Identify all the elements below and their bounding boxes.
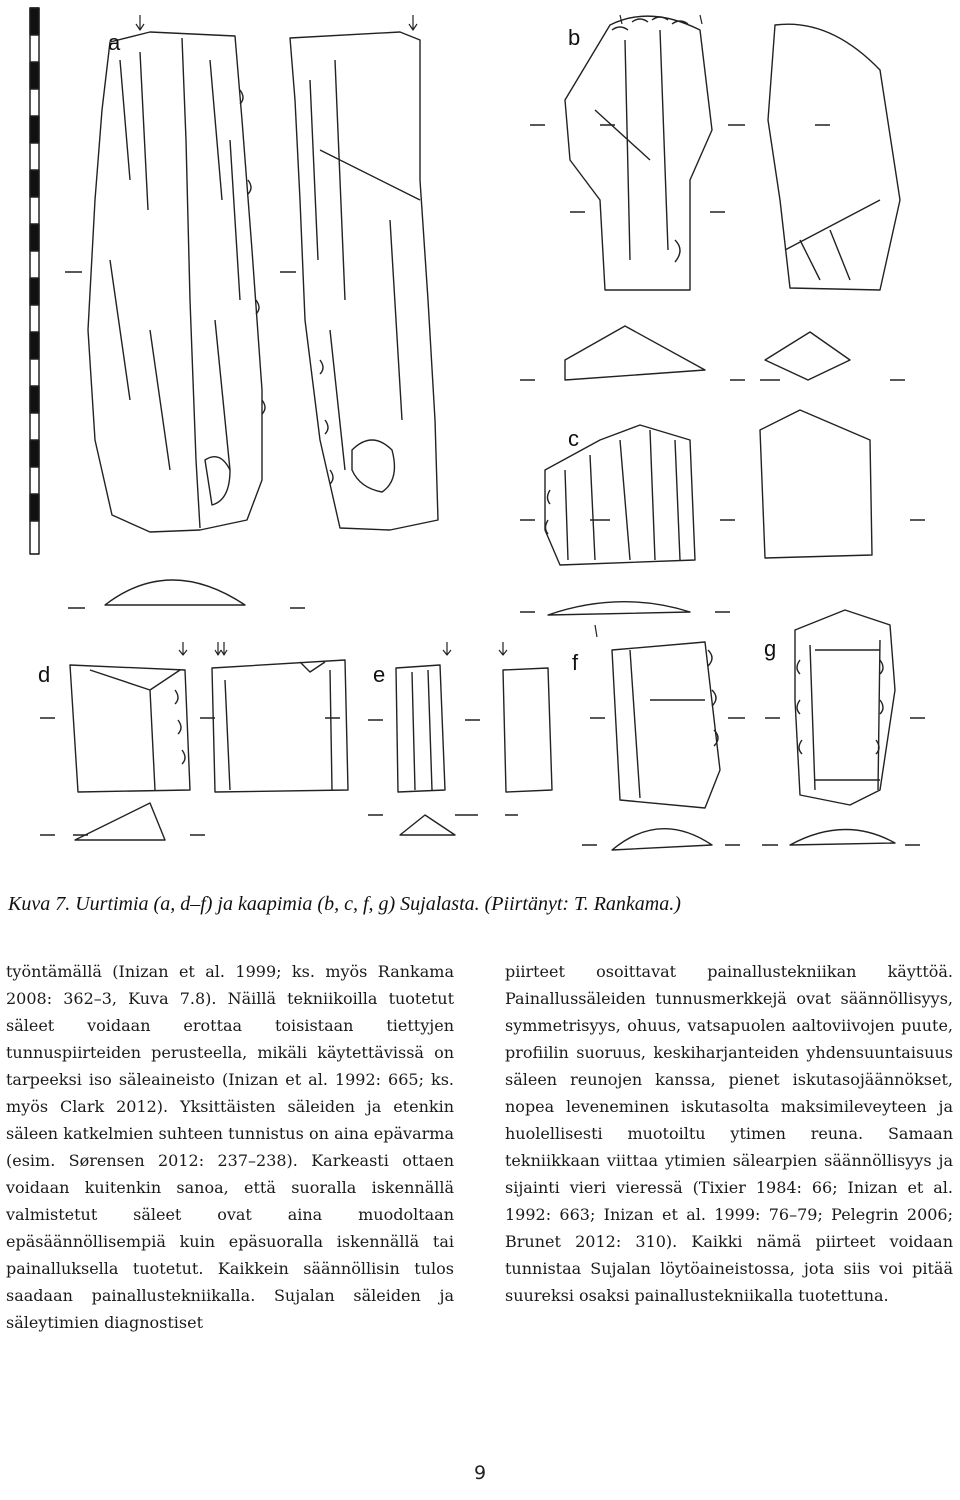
- body-text-right-column: piirteet osoittavat painallustekniikan käyttöä. Painallussäleiden tunnusmerkkejä ovat säännöllisyys, symmetrisyys, ohuus, vatsapuolen aaltoviivojen puute, profiilin suoruus, keskiharjanteiden yhdensuuntaisuus säleen reunojen kanssa, pienet iskutasojäännökset, nopea leveneminen iskutasolta maksimileveyteen ja huolellisesti muotoiltu ytimen reuna. Samaan tekniikkaan viittaa ytimien sälearpien säännöllisyys ja sijainti vieri vieressä (Tixier 1984: 66; Inizan et al. 1992: 663; Inizan et al. 1999: 76–79; Pelegrin 2006; Brunet 2012: 310). Kaikki nämä piirteet voidaan tunnistaa Sujalan löytöaineistossa, jota siis voi pitää suureksi osaksi painallustekniikalla tuotettuna.: [505, 962, 953, 1305]
- artifact-b-drawing: [565, 16, 900, 380]
- figure-label-c: c: [568, 426, 579, 451]
- artifact-c-drawing: [545, 410, 872, 615]
- artifact-a-dorsal-drawing: [290, 32, 438, 530]
- figure-label-b: b: [568, 25, 581, 50]
- artifact-f-drawing: [582, 625, 745, 850]
- figure-label-g: g: [764, 636, 777, 661]
- page-number: 9: [473, 1462, 487, 1484]
- figure-caption: Kuva 7. Uurtimia (a, d–f) ja kaapimia (b, c, f, g) Sujalasta. (Piirtänyt: T. Rankama.): [8, 893, 681, 915]
- body-text-left-column: työntämällä (Inizan et al. 1999; ks. myös Rankama 2008: 362–3, Kuva 7.8). Näillä tekniikoilla tuotetut säleet voidaan erottaa toisistaan tiettyjen tunnuspiirteiden perusteella, mikäli käytettävissä on tarpeeksi iso säleaineisto (Inizan et al. 1992: 665; ks. myös Clark 2012). Yksittäisten säleiden ja etenkin säleen katkelmien suhteen tunnistus on aina epävarma (esim. Sørensen 2012: 237–238). Karkeasti ottaen voidaan kuitenkin sanoa, että suoralla iskennällä valmistetut säleet ovat aina muodoltaan epäsäännöllisempiä kuin epäsuoralla iskennällä tai painalluksella tuotetut. Kaikkein säännöllisin tulos saadaan painallustekniikalla. Sujalan säleiden ja säleytimien diagnostiset: [6, 962, 454, 1332]
- artifact-e-drawing: [368, 642, 552, 835]
- artifact-a-ventral-drawing: [88, 32, 265, 532]
- figure-label-f: f: [572, 650, 579, 675]
- artifact-a-section-drawing: [105, 580, 245, 605]
- scale-bar-icon: [30, 8, 39, 554]
- figure-label-a: a: [108, 30, 121, 55]
- figure-label-e: e: [373, 662, 386, 687]
- artifact-d-drawing: [40, 642, 348, 840]
- figure-label-d: d: [38, 662, 51, 687]
- artifact-g-drawing: [762, 610, 925, 845]
